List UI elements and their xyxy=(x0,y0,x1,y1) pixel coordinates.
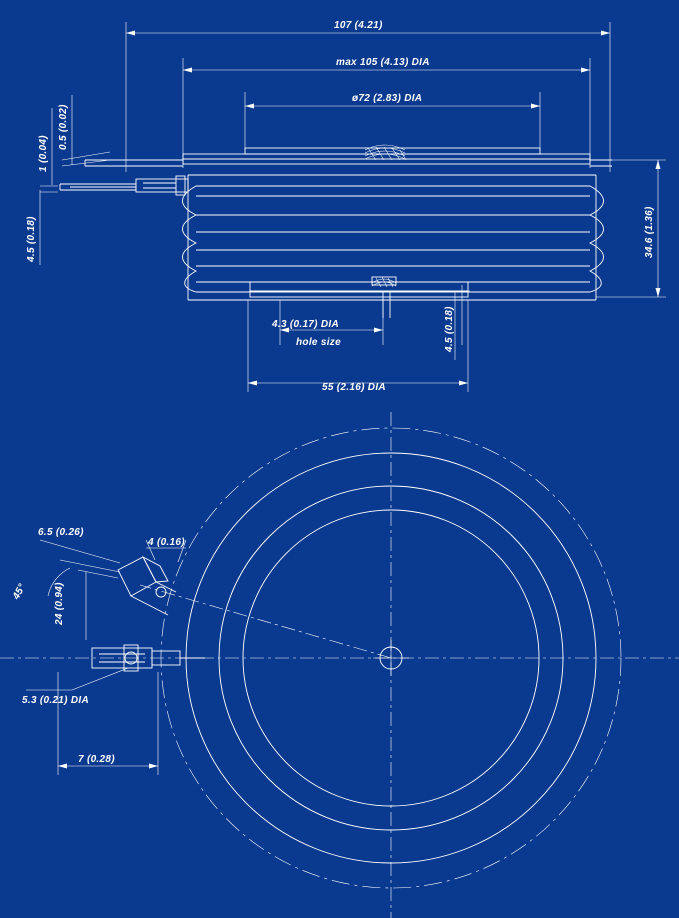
dim-pilot-hole: 4.3 (0.17) DIA xyxy=(272,319,340,330)
dim-plan-lead-dia: 5.3 (0.21) DIA xyxy=(22,695,90,706)
dim-plan-small-tab: 4 (0.16) xyxy=(148,537,185,548)
plan-view xyxy=(0,412,679,918)
side-elevation-view xyxy=(40,22,666,392)
dim-contact-face-lower: 55 (2.16) DIA xyxy=(322,382,386,393)
dim-top-flange-b: 0.5 (0.02) xyxy=(58,104,69,150)
dim-plan-tab-len: 24 (0.94) xyxy=(54,582,65,625)
dim-lower-boss: 4.5 (0.18) xyxy=(444,306,455,352)
dim-plan-offset: 7 (0.28) xyxy=(78,754,115,765)
knurl-hatch-top xyxy=(365,145,406,160)
gate-lead-side xyxy=(60,176,188,195)
dim-ceramic-diameter: max 105 (4.13) DIA xyxy=(336,57,430,68)
dim-left-lead-height: 4.5 (0.18) xyxy=(26,216,37,262)
gate-terminal-plan xyxy=(118,557,176,615)
dim-top-flange-a: 1 (0.04) xyxy=(38,135,49,172)
dim-overall-height: 34.6 (1.36) xyxy=(644,206,655,258)
dim-plan-angle: 45° xyxy=(10,582,29,602)
dim-overall-width: 107 (4.21) xyxy=(334,20,383,31)
dim-contact-face-upper: ø72 (2.83) DIA xyxy=(352,93,423,104)
dim-pilot-note: hole size xyxy=(296,337,341,348)
dim-plan-gate-lead: 6.5 (0.26) xyxy=(38,527,84,538)
